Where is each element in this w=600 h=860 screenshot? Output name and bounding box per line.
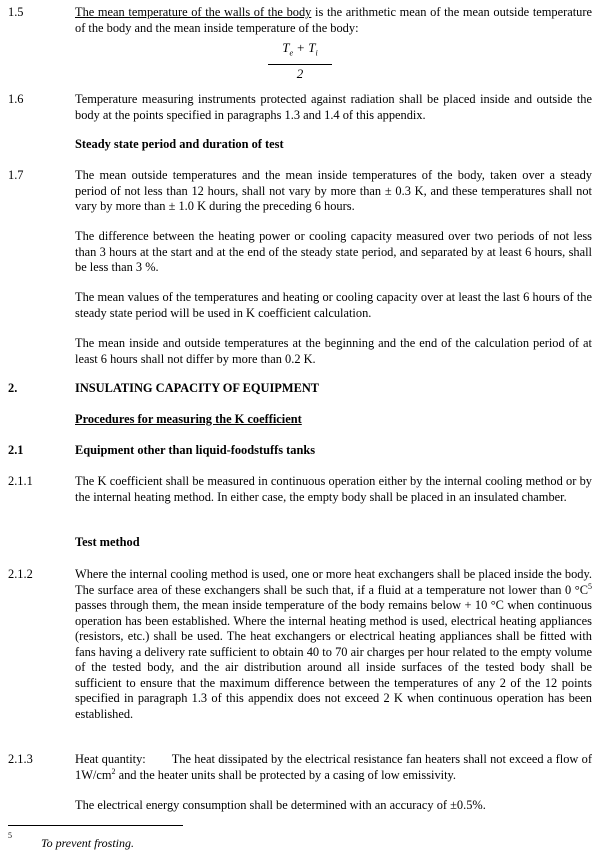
mean-temperature-formula: [268, 40, 332, 83]
formula-sub-i: i: [315, 48, 318, 58]
formula-ti: T: [308, 40, 316, 55]
superscript-2: 2: [111, 766, 116, 776]
paragraph-2-1-3: [75, 752, 592, 783]
section-number-2-1: 2.1: [8, 443, 24, 457]
paragraph-2-1-2: [75, 567, 592, 722]
paragraph-1-7-a: [75, 168, 592, 215]
paragraph-1-7-text-4: The mean inside and outside temperatures at the beginning and the end of the calculation period of at least 6 hours shall not differ by more than 0.2 K.: [75, 336, 592, 366]
mean-wall-temperature-term: The mean temperature of the walls of the body: [75, 5, 312, 19]
formula-numerator: [268, 40, 332, 65]
paragraph-2-1-3-text-2: The electrical energy consumption shall be determined with an accuracy of ±0.5%.: [75, 798, 486, 812]
paragraph-2-1-1-text: The K coefficient shall be measured in continuous operation either by the internal cooling method or by the internal heating method. In either case, the empty body shall be placed in an insulated chamber.: [75, 474, 592, 504]
paragraph-1-6-text: Temperature measuring instruments protected against radiation shall be placed inside and outside the body at the points specified in paragraphs 1.3 and 1.4 of this appendix.: [75, 92, 592, 122]
paragraph-1-7-b: [75, 229, 592, 276]
section-number-2: 2.: [8, 381, 18, 395]
footnote-mark: 5: [8, 831, 12, 840]
paragraph-2-1-2-text-b: passes through them, the mean inside temperature of the body remains below + 10 °C when continuous operation has been established. Where the internal heating method is used, electrical heating appliances (resistors, etc.) shall be used. The heat exchangers or electrical heating appliances shall be fitted with fans having a delivery rate sufficient to obtain 40 to 70 air charges per hour related to the empty volume of the tested body, and the air distribution around all inside surfaces of the tested body shall be sufficient to ensure that the maximum difference between the temperatures of any 2 of the 12 points specified in paragraph 1.3 of this appendix does not exceed 2 K when continuous operation has been established.: [75, 598, 592, 721]
footnote-text: To prevent frosting.: [41, 836, 135, 850]
heat-quantity-label: Heat quantity:: [75, 752, 146, 766]
heading-procedures: Procedures for measuring the K coefficient: [75, 412, 302, 426]
paragraph-1-7-text-1: The mean outside temperatures and the mean inside temperatures of the body, taken over a steady period of not less than 12 hours, shall not vary by more than ± 0.3 K, and these temperatures shall not vary by more than ± 1.0 K during the preceding 6 hours.: [75, 168, 592, 213]
section-number-1-6: 1.6: [8, 92, 24, 106]
formula-plus: +: [293, 40, 309, 55]
section-number-2-1-1: 2.1.1: [8, 474, 33, 488]
formula-sub-e: e: [289, 48, 294, 58]
paragraph-2-1-1: [75, 474, 592, 505]
paragraph-2-1-2-text-a: Where the internal cooling method is used, one or more heat exchangers shall be placed inside the body. The surface area of these exchangers shall be such that, if a fluid at a temperature not lower than 0 °C: [75, 567, 592, 597]
section-number-1-5: 1.5: [8, 5, 24, 19]
heading-insulating-capacity: INSULATING CAPACITY OF EQUIPMENT: [75, 381, 320, 395]
paragraph-1-7-text-2: The difference between the heating power or cooling capacity measured over two periods of not less than 3 hours at the start and at the end of the steady state period, and separated by at least 6 hours, shall be less than 3 %.: [75, 229, 592, 274]
paragraph-2-1-3-text-a: The heat dissipated by the electrical resistance fan heaters shall not exceed a flow of 1W/cm: [75, 752, 592, 782]
paragraph-1-5-text: is the arithmetic mean of the mean outside temperature of the body and the mean inside temperature of the body:: [75, 5, 592, 35]
paragraph-1-7-c: [75, 290, 592, 321]
paragraph-2-1-3-text-b: and the heater units shall be protected by a casing of low emissivity.: [115, 767, 457, 782]
paragraph-1-6: [75, 92, 592, 123]
formula-te: T: [282, 40, 290, 55]
paragraph-1-5: [75, 5, 592, 36]
section-number-2-1-3: 2.1.3: [8, 752, 33, 766]
section-number-2-1-2: 2.1.2: [8, 567, 33, 581]
heading-test-method: Test method: [75, 535, 140, 549]
paragraph-1-7-d: [75, 336, 592, 367]
section-number-1-7: 1.7: [8, 168, 24, 182]
heading-equipment: Equipment other than liquid-foodstuffs tanks: [75, 443, 316, 457]
paragraph-2-1-3-b: [75, 798, 592, 814]
heading-steady-state: Steady state period and duration of test: [75, 137, 284, 151]
footnote-ref-5: 5: [588, 581, 592, 591]
paragraph-1-7-text-3: The mean values of the temperatures and heating or cooling capacity over at least the last 6 hours of the steady state period will be used in K coefficient calculation.: [75, 290, 592, 320]
formula-denominator: 2: [296, 65, 304, 81]
footnote-divider: [8, 825, 183, 826]
